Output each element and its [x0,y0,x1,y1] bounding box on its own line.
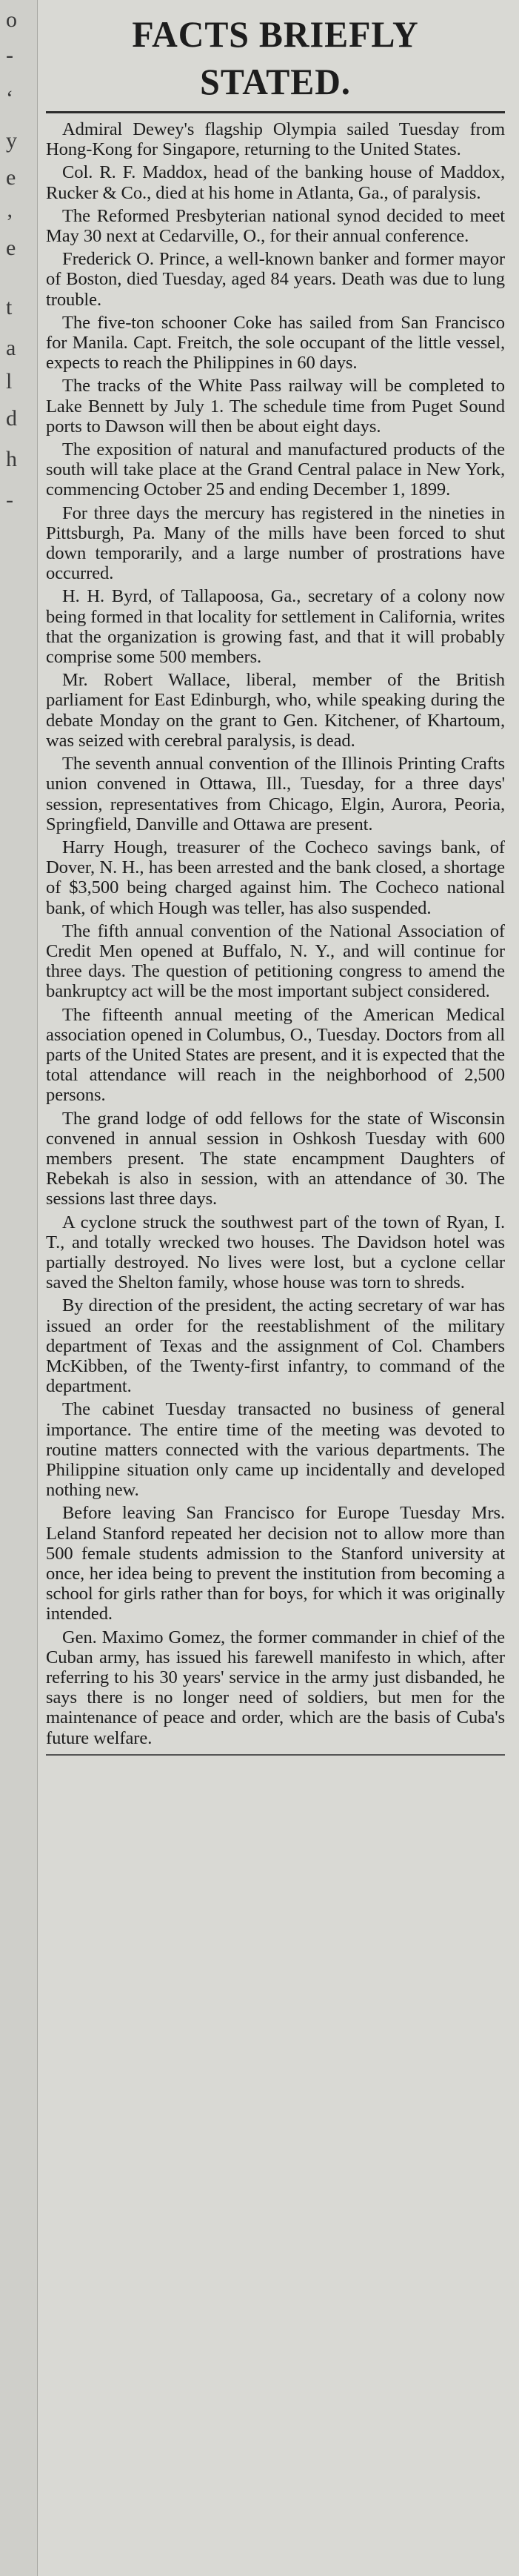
news-item: The tracks of the White Pass railway will be completed to Lake Bennett by July 1. The schedule time from Puget Sound ports to Dawson will then be about eight days. [46,376,505,436]
margin-fragment: - [6,488,13,512]
news-item: By direction of the president, the acting secretary of war has issued an order for the reestablishment of the military department of Texas and the assignment of Col. Chambers McKibben, of the Twenty-first infantry, to command of the department. [46,1295,505,1397]
margin-fragment: d [6,406,17,431]
news-item: Frederick O. Prince, a well-known banker and former mayor of Boston, died Tuesday, aged 84 years. Death was due to lung trouble. [46,249,505,310]
news-item: Admiral Dewey's flagship Olympia sailed Tuesday from Hong-Kong for Singapore, returning to the United States. [46,119,505,160]
news-item: The seventh annual convention of the Illinois Printing Crafts union convened in Ottawa, Ill., Tuesday, for a three days' session, representatives from Chicago, Elgin, Aurora, Peoria, Springfield, Danville and Ottawa are present. [46,754,505,834]
margin-fragment: - [6,43,13,67]
margin-fragment: o [6,7,17,32]
news-column [46,0,505,2576]
news-item: The Reformed Presbyterian national synod decided to meet May 30 next at Cedarville, O., for their annual conference. [46,205,505,247]
title-rule [46,111,505,113]
news-item: The fifteenth annual meeting of the American Medical association opened in Columbus, O., Tuesday. Doctors from all parts of the United States are present, and it is expected that the total attendance will reach in the neighborhood of 2,500 persons. [46,1004,505,1106]
margin-fragment: e [6,236,16,260]
news-item: The cabinet Tuesday transacted no business of general importance. The entire time of the meeting was devoted to routine matters connected with the various departments. The Philippine situation only came up incidentally and developed nothing new. [46,1399,505,1501]
news-item: Harry Hough, treasurer of the Cocheco savings bank, of Dover, N. H., has been arrested and the bank closed, a shortage of $3,500 being charged against him. The Cocheco national bank, of which Hough was teller, has also suspended. [46,837,505,918]
previous-column-fragment [0,0,38,2576]
margin-fragment: ’ [6,210,13,234]
news-item: A cyclone struck the southwest part of the town of Ryan, I. T., and totally wrecked two houses. The Davidson hotel was partially destroyed. No lives were lost, but a cyclone cellar saved the Shelton family, whose house was torn to shreds. [46,1212,505,1293]
news-item: The grand lodge of odd fellows for the state of Wisconsin convened in annual session in Oshkosh Tuesday with 600 members present. The state encampment Daughters of Rebekah is also in session, with an attendance of 30. The sessions last three days. [46,1108,505,1209]
bottom-rule [46,1754,505,1756]
margin-fragment: e [6,165,16,190]
news-item: Mr. Robert Wallace, liberal, member of the British parliament for East Edinburgh, who, while speaking during the debate Monday on the grant to Gen. Kitchener, of Khartoum, was seized with cerebral paralysis, is dead. [46,670,505,751]
news-item: The fifth annual convention of the National Association of Credit Men opened at Buffalo, N. Y., and will continue for three days. The question of petitioning congress to amend the bankruptcy act will be the most important subject considered. [46,920,505,1002]
news-item: H. H. Byrd, of Tallapoosa, Ga., secretary of a colony now being formed in that locality for settlement in California, writes that the organization is growing fast, and that it will probably comprise some 500 members. [46,586,505,668]
margin-fragment: h [6,447,17,471]
margin-fragment: t [6,295,13,319]
page-title: FACTS BRIEFLY STATED. [132,13,419,102]
margin-fragment: ‘ [6,86,13,110]
news-item: Before leaving San Francisco for Europe Tuesday Mrs. Leland Stanford repeated her decision not to allow more than 500 female students admission to the Stanford university at once, her idea being to prevent the institution from becoming a school for girls rather than for boys, for which it was originally intended. [46,1503,505,1624]
news-item: Gen. Maximo Gomez, the former commander in chief of the Cuban army, has issued his farewell manifesto in which, after referring to his 30 years' service in the army just disbanded, he says there is no longer need of soldiers, but men for the maintenance of peace and order, which are the basis of Cuba's future welfare. [46,1627,505,1748]
margin-fragment: a [6,336,16,360]
news-item: The five-ton schooner Coke has sailed from San Francisco for Manila. Capt. Freitch, the sole occupant of the little vessel, expects to reach the Philippines in 60 days. [46,312,505,374]
news-item: Col. R. F. Maddox, head of the banking house of Maddox, Rucker & Co., died at his home in Atlanta, Ga., of paralysis. [46,162,505,203]
news-item: For three days the mercury has registered in the nineties in Pittsburgh, Pa. Many of the mills have been forced to shut down temporarily, and a large number of prostrations have occurred. [46,502,505,584]
news-items [46,119,505,1748]
margin-fragment: y [6,128,17,153]
margin-fragment: l [6,369,13,394]
news-item: The exposition of natural and manufactured products of the south will take place at the Grand Central palace in New York, commencing October 25 and ending December 1, 1899. [46,439,505,500]
